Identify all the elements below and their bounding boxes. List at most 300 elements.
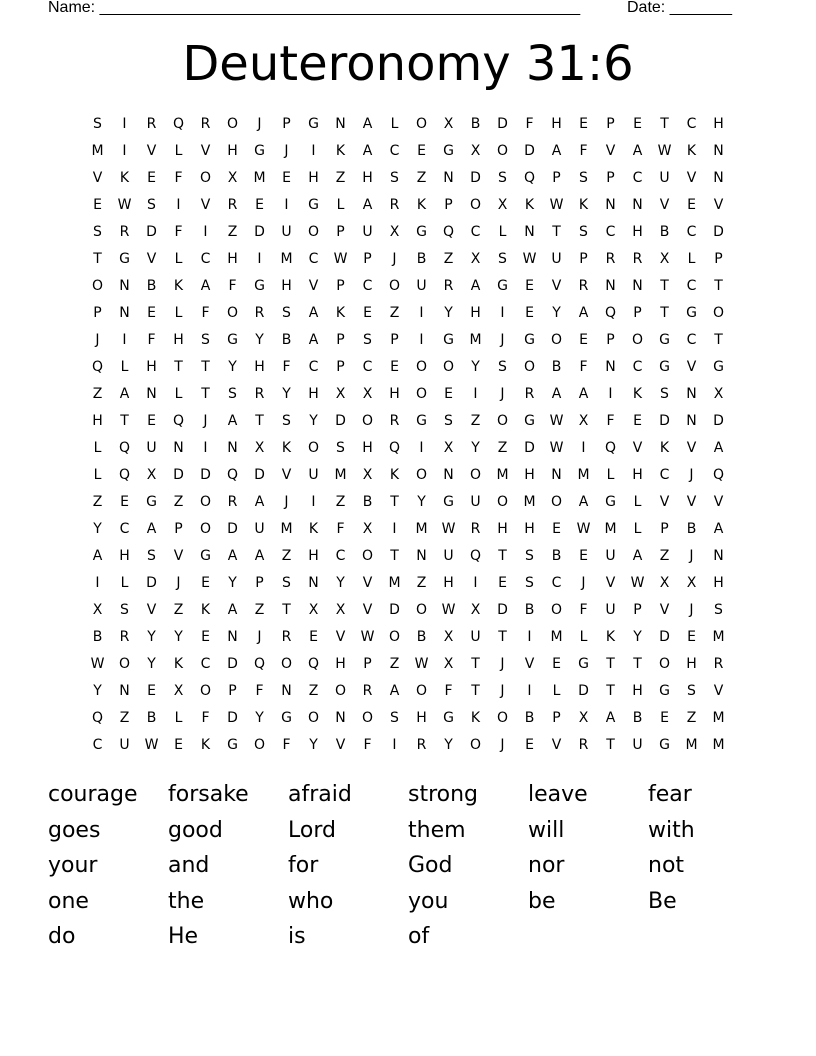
grid-row [84,410,732,437]
grid-letter: J [500,737,505,753]
grid-letter: O [118,656,131,672]
grid-letter: U [632,737,643,753]
grid-row [84,275,732,302]
grid-letter: O [469,737,482,753]
grid-letter: E [552,656,561,672]
grid-letter: Y [282,386,291,402]
grid-letter: Z [686,710,697,726]
grid-letter: X [470,602,481,618]
grid-letter: O [631,332,644,348]
grid-letter: W [414,656,429,672]
grid-letter: V [146,602,157,618]
grid-letter: E [390,359,399,375]
grid-letter: A [470,278,481,294]
grid-letter: L [174,143,183,159]
grid-letter: H [308,548,319,564]
header [0,0,816,20]
grid-letter: X [254,440,265,456]
grid-letter: N [281,683,292,699]
grid-letter: X [443,656,454,672]
grid-letter: I [122,332,127,348]
grid-row [84,626,732,653]
grid-row [84,545,732,572]
grid-letter: Q [253,656,266,672]
grid-row [84,248,732,275]
grid-letter: R [524,386,535,402]
grid-letter: X [713,386,724,402]
grid-letter: M [685,737,698,753]
grid-row [84,140,732,167]
grid-letter: R [119,629,130,645]
grid-letter: K [173,278,184,294]
grid-row [84,194,732,221]
grid-letter: G [443,332,454,348]
grid-letter: P [336,224,345,240]
grid-letter: T [201,359,210,375]
grid-letter: A [362,197,373,213]
grid-letter: Q [523,170,536,186]
grid-letter: S [147,197,156,213]
grid-letter: O [199,494,212,510]
grid-letter: X [686,575,697,591]
grid-letter: M [280,521,293,537]
grid-letter: P [714,251,723,267]
grid-letter: V [200,143,211,159]
grid-letter: W [441,602,456,618]
grid-letter: L [93,440,102,456]
word-list-item: strong [408,782,479,807]
grid-letter: B [551,359,562,375]
grid-letter: G [659,359,670,375]
grid-letter: D [578,683,589,699]
grid-letter: E [633,413,642,429]
grid-letter: Y [255,710,264,726]
grid-letter: E [687,197,696,213]
grid-letter: K [470,710,481,726]
grid-letter: S [714,602,723,618]
grid-letter: F [579,143,588,159]
grid-letter: A [578,305,589,321]
grid-letter: M [91,143,104,159]
grid-letter: O [199,170,212,186]
grid-letter: W [117,197,132,213]
grid-letter: Y [552,305,561,321]
word-list-item: good [168,817,223,843]
grid-letter: D [146,224,157,240]
grid-letter: D [200,467,211,483]
grid-letter: G [497,278,508,294]
grid-letter: S [363,332,372,348]
grid-letter: O [361,413,374,429]
grid-letter: P [606,332,615,348]
grid-letter: G [416,413,427,429]
grid-letter: N [605,359,616,375]
grid-letter: S [336,440,345,456]
grid-letter: O [415,359,428,375]
grid-letter: O [361,548,374,564]
grid-row [84,653,732,680]
grid-letter: Q [118,440,131,456]
grid-letter: A [713,521,724,537]
grid-letter: T [390,494,399,510]
grid-letter: U [146,440,157,456]
grid-letter: I [284,197,289,213]
grid-letter: P [606,116,615,132]
grid-letter: H [524,521,535,537]
grid-letter: T [471,683,480,699]
grid-letter: I [419,332,424,348]
grid-letter: L [552,683,561,699]
grid-letter: L [120,575,129,591]
grid-letter: Y [309,413,318,429]
grid-letter: D [524,440,535,456]
grid-letter: C [308,251,319,267]
grid-letter: O [550,494,563,510]
word-list-item: who [288,888,334,914]
grid-row [84,113,732,140]
grid-letter: F [606,413,615,429]
grid-letter: Y [147,629,156,645]
grid-letter: T [498,548,507,564]
grid-letter: E [147,305,156,321]
grid-letter: O [388,278,401,294]
grid-letter: E [201,629,210,645]
grid-letter: E [417,143,426,159]
grid-letter: J [392,251,397,267]
word-list-item: them [408,817,466,843]
grid-letter: K [632,386,643,402]
grid-row [84,221,732,248]
grid-letter: C [632,170,643,186]
grid-letter: L [687,251,696,267]
grid-letter: Q [172,116,185,132]
grid-letter: H [632,467,643,483]
grid-letter: X [443,629,454,645]
grid-letter: A [254,494,265,510]
grid-letter: H [335,656,346,672]
grid-letter: F [579,602,588,618]
grid-letter: W [333,251,348,267]
grid-letter: D [470,170,481,186]
grid-letter: Z [443,251,454,267]
grid-letter: C [92,737,103,753]
grid-letter: L [633,494,642,510]
grid-row [84,329,732,356]
grid-letter: E [201,575,210,591]
grid-letter: S [282,413,291,429]
grid-letter: J [95,332,100,348]
grid-letter: V [713,494,724,510]
grid-letter: K [605,629,616,645]
grid-letter: U [119,737,130,753]
grid-letter: I [392,737,397,753]
grid-letter: U [281,224,292,240]
grid-letter: Y [444,737,453,753]
grid-letter: I [392,521,397,537]
grid-letter: F [444,683,453,699]
grid-letter: R [281,629,292,645]
grid-letter: T [201,386,210,402]
grid-row [84,680,732,707]
grid-letter: S [444,413,453,429]
grid-letter: I [419,440,424,456]
grid-letter: F [147,332,156,348]
grid-letter: U [470,494,481,510]
grid-letter: R [254,305,265,321]
grid-letter: D [254,467,265,483]
grid-letter: P [336,278,345,294]
grid-letter: R [443,278,454,294]
grid-letter: Z [227,224,238,240]
word-list-item: God [408,853,453,878]
grid-letter: T [552,224,561,240]
grid-letter: C [335,548,346,564]
grid-letter: T [174,359,183,375]
grid-letter: P [255,575,264,591]
grid-letter: Y [471,359,480,375]
grid-letter: O [307,224,320,240]
grid-letter: Q [307,656,320,672]
grid-letter: B [281,332,292,348]
grid-letter: O [658,656,671,672]
grid-letter: P [633,602,642,618]
grid-letter: T [714,332,723,348]
grid-letter: Y [93,683,102,699]
grid-letter: D [227,521,238,537]
grid-letter: G [119,251,130,267]
grid-letter: J [257,116,262,132]
grid-letter: B [416,629,427,645]
grid-letter: V [362,602,373,618]
word-list-item: leave [528,782,588,807]
grid-letter: H [227,143,238,159]
grid-letter: Q [442,224,455,240]
grid-letter: R [578,737,589,753]
word-list-item: not [648,853,685,878]
grid-letter: U [254,521,265,537]
grid-letter: Y [417,494,426,510]
grid-letter: I [527,683,532,699]
grid-letter: N [713,548,724,564]
grid-letter: A [227,602,238,618]
grid-letter: I [608,386,613,402]
grid-letter: A [308,305,319,321]
grid-letter: C [200,656,211,672]
word-list-item: and [168,853,210,878]
grid-letter: J [203,413,208,429]
grid-letter: S [390,170,399,186]
grid-letter: D [659,413,670,429]
word-list-item: for [288,853,319,878]
grid-letter: A [605,710,616,726]
grid-letter: I [257,251,262,267]
grid-letter: H [281,278,292,294]
grid-letter: X [308,602,319,618]
grid-letter: Y [228,575,237,591]
grid-letter: Q [118,467,131,483]
grid-letter: G [254,278,265,294]
grid-letter: A [362,116,373,132]
name-field-label: Name: ______________________________________________________ [48,0,581,16]
grid-letter: C [389,143,400,159]
grid-letter: H [173,332,184,348]
grid-letter: E [93,197,102,213]
grid-letter: X [335,386,346,402]
grid-letter: O [415,602,428,618]
grid-letter: O [280,656,293,672]
grid-letter: O [469,197,482,213]
grid-letter: K [119,170,130,186]
grid-letter: H [308,170,319,186]
grid-letter: P [336,359,345,375]
grid-letter: U [659,170,670,186]
grid-letter: Y [228,359,237,375]
grid-letter: I [473,575,478,591]
grid-letter: I [311,494,316,510]
grid-letter: C [632,359,643,375]
grid-letter: M [712,710,725,726]
grid-letter: Q [604,440,617,456]
grid-letter: X [92,602,103,618]
grid-letter: O [496,143,509,159]
grid-letter: H [362,440,373,456]
grid-letter: N [335,710,346,726]
grid-letter: X [659,251,670,267]
word-list-item: is [288,924,306,949]
grid-letter: K [578,197,589,213]
grid-letter: G [713,359,724,375]
grid-letter: T [660,305,669,321]
grid-letter: E [525,305,534,321]
grid-letter: D [335,413,346,429]
grid-letter: X [443,440,454,456]
grid-letter: K [659,440,670,456]
grid-letter: X [470,251,481,267]
grid-letter: G [416,224,427,240]
grid-row [84,302,732,329]
grid-letter: P [363,251,372,267]
word-list-item: be [528,888,556,914]
grid-letter: B [470,116,481,132]
grid-letter: T [606,683,615,699]
grid-letter: S [525,575,534,591]
grid-letter: N [605,197,616,213]
grid-letter: Z [173,602,184,618]
grid-letter: Q [172,413,185,429]
grid-letter: K [200,602,211,618]
grid-letter: Q [91,359,104,375]
grid-letter: Z [92,386,103,402]
grid-letter: K [308,521,319,537]
grid-letter: J [500,683,505,699]
grid-letter: H [92,413,103,429]
grid-letter: Z [281,548,292,564]
grid-letter: M [388,575,401,591]
grid-letter: V [173,548,184,564]
grid-letter: N [335,116,346,132]
grid-letter: J [500,386,505,402]
grid-letter: H [497,521,508,537]
grid-letter: S [93,116,102,132]
grid-letter: P [552,710,561,726]
grid-letter: O [388,629,401,645]
word-list-item: forsake [168,782,249,807]
grid-letter: K [173,656,184,672]
grid-letter: X [659,575,670,591]
grid-letter: G [227,332,238,348]
grid-letter: O [226,116,239,132]
grid-letter: W [522,251,537,267]
grid-letter: L [390,116,399,132]
grid-letter: A [146,521,157,537]
grid-letter: B [686,521,697,537]
grid-letter: O [496,413,509,429]
grid-letter: H [227,251,238,267]
grid-letter: A [389,683,400,699]
grid-letter: J [689,602,694,618]
grid-letter: G [308,197,319,213]
grid-letter: D [713,224,724,240]
grid-letter: D [497,602,508,618]
grid-letter: S [579,224,588,240]
grid-letter: Z [416,575,427,591]
grid-letter: G [281,710,292,726]
grid-letter: P [660,521,669,537]
grid-letter: S [201,332,210,348]
grid-letter: Y [633,629,642,645]
grid-letter: G [659,737,670,753]
word-list-item: your [48,853,98,878]
grid-letter: S [498,170,507,186]
grid-letter: G [659,683,670,699]
grid-letter: S [498,359,507,375]
grid-letter: X [497,197,508,213]
grid-letter: Z [659,548,670,564]
grid-letter: Y [444,305,453,321]
grid-letter: P [552,170,561,186]
grid-letter: E [120,494,129,510]
grid-letter: X [146,467,157,483]
grid-letter: I [473,386,478,402]
grid-letter: G [443,494,454,510]
grid-letter: W [360,629,375,645]
grid-letter: B [524,710,535,726]
grid-letter: V [281,467,292,483]
grid-letter: V [308,278,319,294]
grid-letter: F [525,116,534,132]
grid-letter: E [147,170,156,186]
grid-letter: Q [388,440,401,456]
grid-letter: I [122,116,127,132]
grid-letter: M [415,521,428,537]
grid-letter: B [551,548,562,564]
grid-letter: Y [93,521,102,537]
grid-letter: W [549,440,564,456]
grid-letter: C [686,332,697,348]
grid-letter: E [579,548,588,564]
grid-letter: C [659,467,670,483]
grid-letter: O [496,710,509,726]
grid-letter: G [308,116,319,132]
grid-letter: J [284,143,289,159]
grid-letter: W [441,521,456,537]
grid-letter: R [227,494,238,510]
grid-letter: D [254,224,265,240]
grid-letter: E [174,737,183,753]
grid-letter: Q [469,548,482,564]
grid-letter: A [632,143,643,159]
grid-letter: E [633,116,642,132]
